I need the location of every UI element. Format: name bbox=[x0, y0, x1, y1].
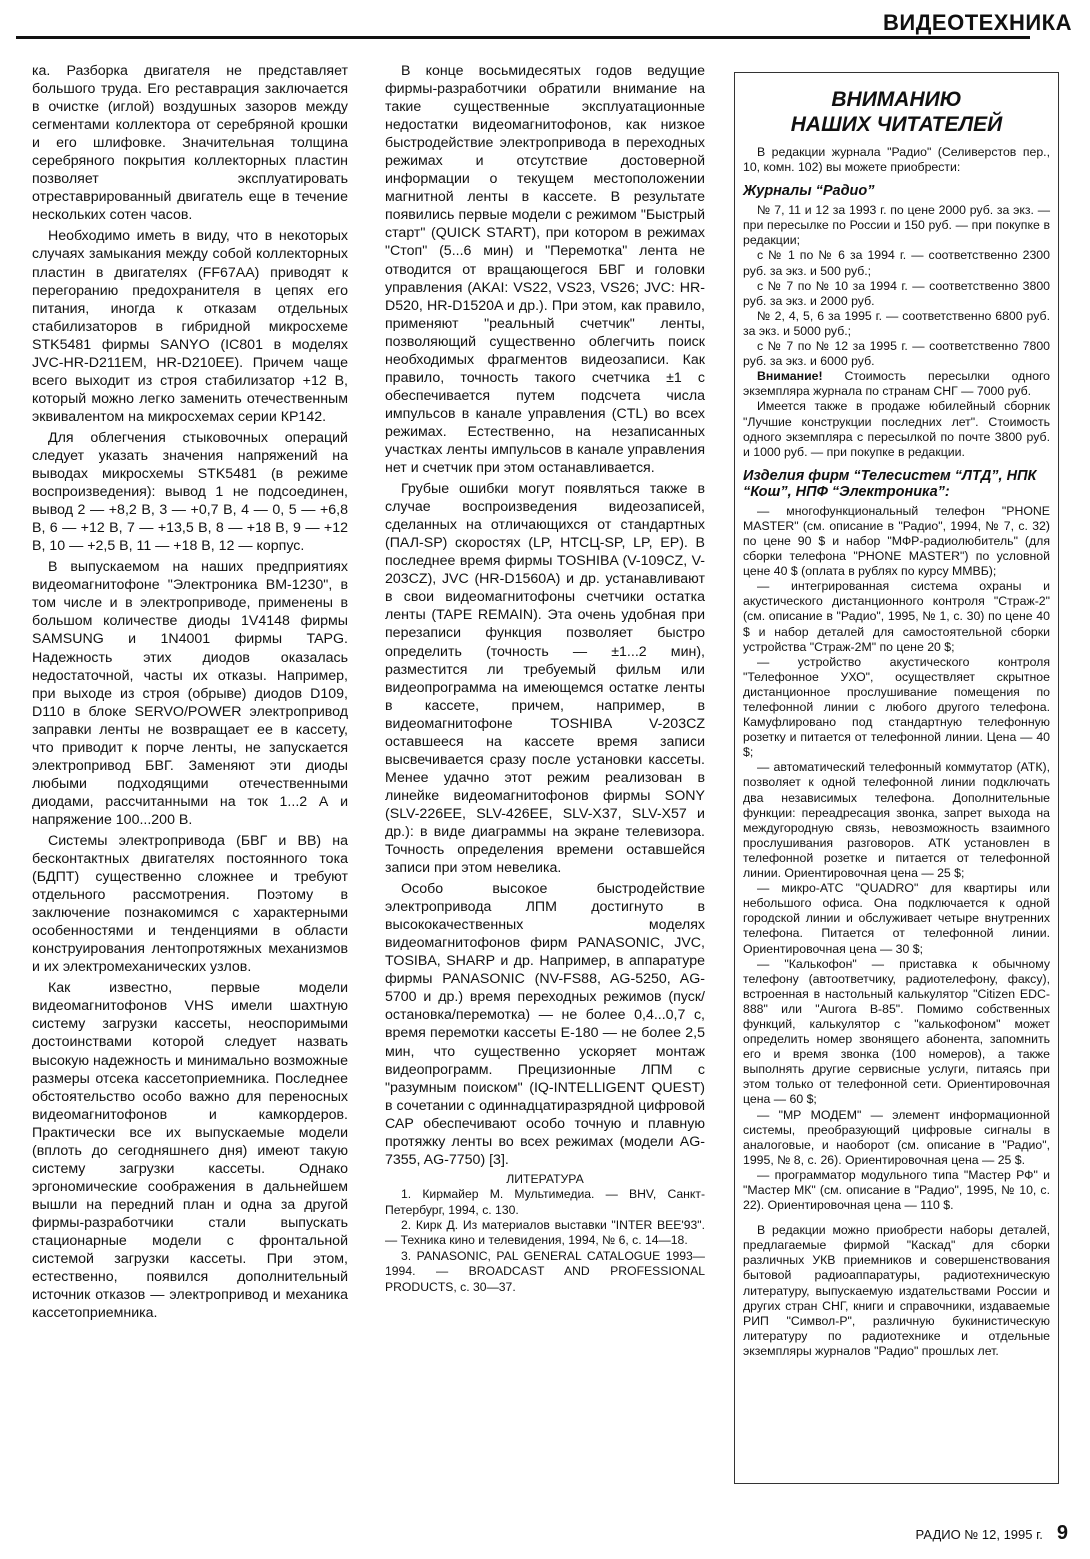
product-item: — "Калькофон" — приставка к обычному телефону (автоответчику, радиотелефону, факсу), встроенная в настольный калькулятор "Citizen EDC-888" или "Aurora B-85". Помимо собственных функций, калькулятор с "калькофоном" может определить номер звонящего абонента, запомнить его и время звонка (100 номеров), а также выполнять другие сервисные услуги, питаясь при этом только от телефонной сети. Ориентировочная цена — 60 $; bbox=[743, 956, 1050, 1107]
notice-title-line-2: НАШИХ ЧИТАТЕЛЕЙ bbox=[790, 113, 1003, 136]
journal-price-item: № 7, 11 и 12 за 1993 г. по цене 2000 руб. за экз. — при пересылке по России и 150 руб. — при покупке в редакции; bbox=[743, 203, 1050, 248]
section-title: ВИДЕОТЕХНИКА bbox=[883, 10, 1072, 35]
notice-box bbox=[734, 72, 1059, 1484]
paragraph: Системы электропривода (БВГ и ВВ) на бесконтактных двигателях постоянного тока (БДПТ) существенно сложнее и требуют отдельного рассмотрения. Поэтому в заключение познакомимся с характерными особенностями и тенденциями в области конструирования лентопротяжных механизмов и их электромеханических узлов. bbox=[32, 832, 348, 976]
product-item: — многофункциональный телефон "PHONE MASTER" (см. описание в "Радио", 1994, № 7, с. 32) по цене 90 $ и набор "МФР-радиолюбитель" (для сборки телефона "PHONE MASTER") по условной цене 40 $ (оплата в рублях по курсу ММВБ); bbox=[743, 503, 1050, 579]
collection-offer: Имеется также в продаже юбилейный сборник "Лучшие конструкции последних лет". Стоимость одного экземпляра с пересылкой по почте 3800 руб. и 1000 руб. — при покупке в редакции. bbox=[743, 399, 1050, 459]
notice-title-line-1: ВНИМАНИЮ bbox=[831, 88, 962, 111]
product-item: — программатор модульного типа "Мастер РФ" и "Мастер МК" (см. описание в "Радио", 1995, № 10, с. 22). Ориентировочная цена — 110 $. bbox=[743, 1167, 1050, 1213]
journal-price-item: с № 7 по № 12 за 1995 г. — соответственно 7800 руб. за экз. и 6000 руб. bbox=[743, 339, 1050, 369]
literature-title: ЛИТЕРАТУРА bbox=[506, 1171, 584, 1186]
page-number: 9 bbox=[1056, 1522, 1068, 1544]
article-column-2 bbox=[385, 62, 705, 1295]
product-item: — микро-АТС "QUADRO" для квартиры или небольшого офиса. Она подключается к одной городской линии и обслуживает четыре внутренних телефона. Питается от телефонной линии. Ориентировочная цена — 30 $; bbox=[743, 881, 1050, 956]
paragraph: Как известно, первые модели видеомагнитофонов VHS имели шахтную систему загрузки кассеты, неоспоримыми достоинствами которой следует назвать высокую надежность и минимально возможные размеры отсека кассетоприемника. Последнее обстоятельство особо важно для переносных видеомагнитофонов и камкордеров. Практически все их выпускаемые модели (вплоть до сегодняшнего дня) имеют такую систему загрузки кассеты. Однако эргономические соображения в дальнейшем вышли на передний план и одна за другой фирмы-разработчики стали выпускать стационарные модели с фронтальной системой загрузки кассеты. При этом, естественно, появился дополнительный источник отказов — электропривод и механика кассетоприемника. bbox=[32, 980, 348, 1322]
warning-label: Внимание! bbox=[757, 369, 823, 384]
article-column-1 bbox=[32, 62, 348, 1325]
paragraph: В конце восьмидесятых годов ведущие фирмы-разработчики обратили внимание на такие существенные эксплуатационные недостатки видеомагнитофонов, как низкое быстродействие электропривода в переходных режимах и отсутствие достоверной информации о текущем местоположении магнитной ленты в кассете. В результате появились первые модели с режимом "Быстрый старт" (QUICK START), при котором в режимах "Стоп" (5...6 мин) и "Перемотка" лента не отводится от вращающегося БВГ и головки управления (AKAI: VS22, VS23, VS26; JVC: HR-D520, HR-D1520A и др.). При этом, как правило, применяют "реальный счетчик" ленты, позволяющий существенно облегчить поиск необходимых фрагментов видеозаписи. Как правило, точность такого счетчика ±1 с обеспечивается путем подсчета числа импульсов в канале управления (CTL) во всех режимах. Естественно, на незаписанных участках ленты импульсов в канале управления нет и счетчик при этом останавливается. bbox=[385, 63, 705, 477]
product-item: — "МР МОДЕМ" — элемент информационной системы, преобразующий цифровые сигналы в аналоговые, и наоборот (см. описание в "Радио", 1995, № 8, с. 26). Ориентировочная цена — 25 $. bbox=[743, 1107, 1050, 1167]
product-item: — интегрированная система охраны и акустического дистанционного контроля "Страж-2" (см. описание в "Радио", 1995, № 1, с. 30) по цене 40 $ и набор деталей для самостоятельной сборки устройства "Страж-2М" по цене 20 $; bbox=[743, 579, 1050, 654]
reference-item: 2. Кирк Д. Из материалов выставки "INTER BEE'93". — Техника кино и телевидения, 1994, № 6, с. 14—18. bbox=[385, 1218, 705, 1248]
reference-item: 1. Кирмайер М. Мультимедиа. — BHV, Санкт-Петербург, 1994, с. 130. bbox=[385, 1187, 705, 1217]
paragraph: Необходимо иметь в виду, что в некоторых случаях замыкания между собой коллекторных пластин в двигателях (FF67AA) приводят к перегоранию предохранителя в цепях его питания, иногда к отказам отдельных стабилизаторов в гибридной микросхеме STK5481 фирмы SANYO (IC801 в моделях JVC-HR-D211EM, HR-D210EE). Причем чаще всего выходит из строя стабилизатор +12 В, который можно легко заменить отечественным эквивалентом на микросхемах серии КР142. bbox=[32, 228, 348, 425]
products-heading: Изделия фирм “Телесистем “ЛТД”, НПК “Кош”, НПФ “Электроника”: bbox=[743, 467, 1037, 500]
warning-text: Стоимость пересылки одного экземпляра журнала по странам СНГ — 7000 руб. bbox=[743, 369, 1050, 399]
product-item: — устройство акустического контроля "Телефонное УХО", осуществляет скрытное дистанционное прослушивание помещения по телефонной линии с любого другого телефона. Камуфлировано под стандартную телефонную розетку и питается от телефонной линии. Цена — 40 $; bbox=[743, 654, 1050, 760]
reference-item: 3. PANASONIC, PAL GENERAL CATALOGUE 1993—1994. — BROADCAST AND PROFESSIONAL PRODUCTS, с. 30—37. bbox=[385, 1248, 705, 1294]
journal-price-item: с № 7 по № 10 за 1994 г. — соответственно 3800 руб. за экз. и 2000 руб. bbox=[743, 278, 1050, 308]
header-rule bbox=[16, 36, 1030, 39]
journals-heading: Журналы “Радио” bbox=[743, 183, 875, 200]
paragraph: ка. Разборка двигателя не представляет большого труда. Его реставрация заключается в очистке (иглой) воздушных зазоров между сегментами коллектора от серебряной крошки и его шлифовке. Значительная толщина серебряного покрытия коллекторных пластин позволяет эксплуатировать отреставрированный двигатель еще в течение нескольких сотен часов. bbox=[32, 63, 348, 224]
journal-price-item: с № 1 по № 6 за 1994 г. — соответственно 2300 руб. за экз. и 500 руб.; bbox=[743, 248, 1050, 278]
product-item: — автоматический телефонный коммутатор (АТК), позволяет к одной телефонной линии подключать два независимых телефона. Дополнительные функции: переадресация звонка, запрет выхода на междугородную связь, невозможность взаимного прослушивания разговоров. АТК установлен в телефонной розетке и питается от телефонной линии. Ориентировочная цена — 25 $; bbox=[743, 760, 1050, 881]
notice-title bbox=[743, 87, 1050, 137]
issue-label: РАДИО № 12, 1995 г. bbox=[915, 1527, 1043, 1542]
literature-section bbox=[385, 1172, 705, 1295]
paragraph: В выпускаемом на наших предприятиях видеомагнитофоне "Электроника ВМ-1230", в том числе и в электроприводе, применены в большом количестве диоды 1V4148 фирмы SAMSUNG и 1N4001 фирмы TAPG. Надежность этих диодов оказалась недостаточной, часты их отказы. Например, при выходе из строя (обрыве) диодов D109, D110 в блоке SERVO/POWER электропривод заправки ленты не возвращает ее в кассету, что приводит к порче ленты, не запускается электропривод БВГ. Заменяют эти диоды любыми подходящими отечественными диодами, рассчитанными на ток 1...2 А и напряжение 100...200 В. bbox=[32, 559, 348, 828]
paragraph: Особо высокое быстродействие электропривода ЛПМ достигнуто в высококачественных моделях видеомагнитофонов фирм PANASONIC, JVC, TOSIBA, SHARP и др. Например, в аппаратуре фирмы PANASONIC (NV-FS88, AG-5250, AG-5700 и др.) время переходных режимов (пуск/остановка/перемотка) — не более 0,4...0,7 с, время перемотки кассеты Е-180 — не более 2,5 мин, что существенно ускоряет монтаж видеопрограмм. Прецизионные ЛПМ с "разумным поиском" (IQ-INTELLIGENT QUEST) в сочетании с одиннадцатиразрядной цифровой САР обеспечивают особо точную и плавную протяжку ленты во всех режимах (модели AG-7355, AG-7750) [3]. bbox=[385, 881, 705, 1168]
paragraph: Грубые ошибки могут появляться также в случае воспроизведения видеозаписей, сделанных на отличающихся от стандартных (ПАЛ-SP) скоростях (LP, НТСЦ-SP, LP, EP). В последнее время фирмы TOSHIBA (V-109CZ, V-203CZ), JVC (HR-D1560A) и др. устанавливают в свои видеомагнитофоны счетчики остатка ленты (TAPE REMAIN). Эта очень удобная при перезаписи функция позволяет быстро определить (точность — ±1...2 мин), разместится ли требуемый фильм или видеопрограмма на имеющемся остатке ленты в кассете, причем, например, в видеомагнитофоне TOSHIBA V-203CZ оставшееся на кассете время записи высвечивается сразу после установки кассеты. Менее удачно этот режим реализован в линейке видеомагнитофонов фирмы SONY (SLV-226EE, SLV-426EE, SLV-X37, SLV-X57 и др.): в виде диаграммы на экране телевизора. Точность определения времени оставшейся записи при этом невелика. bbox=[385, 481, 705, 877]
notice-intro: В редакции журнала "Радио" (Селиверстов пер., 10, комн. 102) вы можете приобрести: bbox=[743, 145, 1050, 175]
paragraph: Для облегчения стыковочных операций следует указать значения напряжений на выводах микросхемы STK5481 (в режиме воспроизведения): вывод 1 не подсоединен, вывод 2 — +8,2 В, 3 — +0,7 В, 4 — 0, 5 — +6,8 В, 6 — +12 В, 7 — +13,5 В, 8 — +18 В, 9 — +12 В, 10 — +2,5 В, 11 — +18 В, 12 — корпус. bbox=[32, 429, 348, 555]
closing-paragraph: В редакции можно приобрести наборы деталей, предлагаемые фирмой "Каскад" для сборки различных УКВ приемников и совершенствования бытовой радиоаппаратуры, радиотехническую литературу, выпускаемую издательствами России и других стран СНГ, книги и справочники, издаваемые РИП "Символ-Р", различную букинистическую литературу по радиотехнике и отдельные экземпляры журналов "Радио" прошлых лет. bbox=[743, 1223, 1050, 1358]
shipping-warning bbox=[743, 369, 1050, 399]
journal-price-item: № 2, 4, 5, 6 за 1995 г. — соответственно 6800 руб. за экз. и 5000 руб.; bbox=[743, 308, 1050, 338]
page-footer bbox=[916, 1522, 1068, 1545]
